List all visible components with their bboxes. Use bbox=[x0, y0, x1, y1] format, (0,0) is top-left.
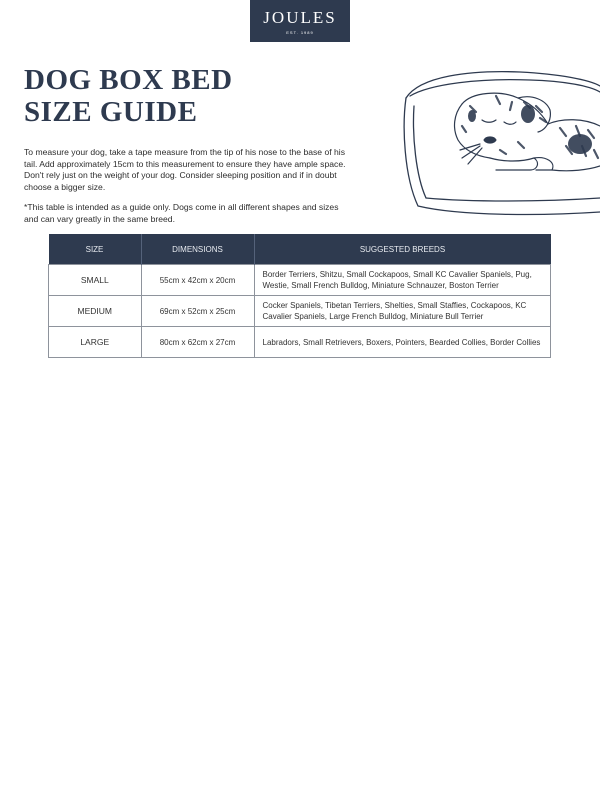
breeds-cell: Cocker Spaniels, Tibetan Terriers, Shelties, Small Staffies, Cockapoos, KC Cavalier Spaniels, Large French Bulldog, Miniature Bull Terrier bbox=[254, 296, 551, 327]
size-cell: SMALL bbox=[49, 265, 142, 296]
table-row bbox=[49, 327, 551, 358]
dimensions-cell: 55cm x 42cm x 20cm bbox=[141, 265, 254, 296]
breeds-cell: Border Terriers, Shitzu, Small Cockapoos, Small KC Cavalier Spaniels, Pug, Westie, Small French Bulldog, Miniature Schnauzer, Boston Terrier bbox=[254, 265, 551, 296]
brand-est: EST. 1989 bbox=[286, 30, 314, 35]
size-guide-table bbox=[48, 234, 551, 358]
title-line-2: SIZE GUIDE bbox=[24, 96, 198, 128]
dog-in-bed-illustration bbox=[400, 66, 600, 218]
size-cell: LARGE bbox=[49, 327, 142, 358]
dimensions-cell: 80cm x 62cm x 27cm bbox=[141, 327, 254, 358]
brand-name: JOULES bbox=[263, 8, 337, 27]
header-size: SIZE bbox=[49, 234, 142, 265]
page-title bbox=[24, 64, 233, 128]
table-header-row bbox=[49, 234, 551, 265]
dimensions-cell: 69cm x 52cm x 25cm bbox=[141, 296, 254, 327]
table-row bbox=[49, 296, 551, 327]
breeds-cell: Labradors, Small Retrievers, Boxers, Pointers, Bearded Collies, Border Collies bbox=[254, 327, 551, 358]
size-cell: MEDIUM bbox=[49, 296, 142, 327]
table-row bbox=[49, 265, 551, 296]
guide-note: *This table is intended as a guide only. Dogs come in all different shapes and sizes and can vary greatly in the same breed. bbox=[24, 202, 339, 224]
header-dimensions: DIMENSIONS bbox=[141, 234, 254, 265]
header-suggested-breeds: SUGGESTED BREEDS bbox=[254, 234, 551, 265]
title-line-1: DOG BOX BED bbox=[24, 64, 233, 96]
brand-logo bbox=[250, 0, 350, 42]
intro-paragraph: To measure your dog, take a tape measure from the tip of his nose to the base of his tail. Add approximately 15cm to this measurement to ensure they have ample space. Don't rely just on the weight of your dog. Consider sleeping position and if in doubt choose a bigger size. bbox=[24, 147, 346, 192]
